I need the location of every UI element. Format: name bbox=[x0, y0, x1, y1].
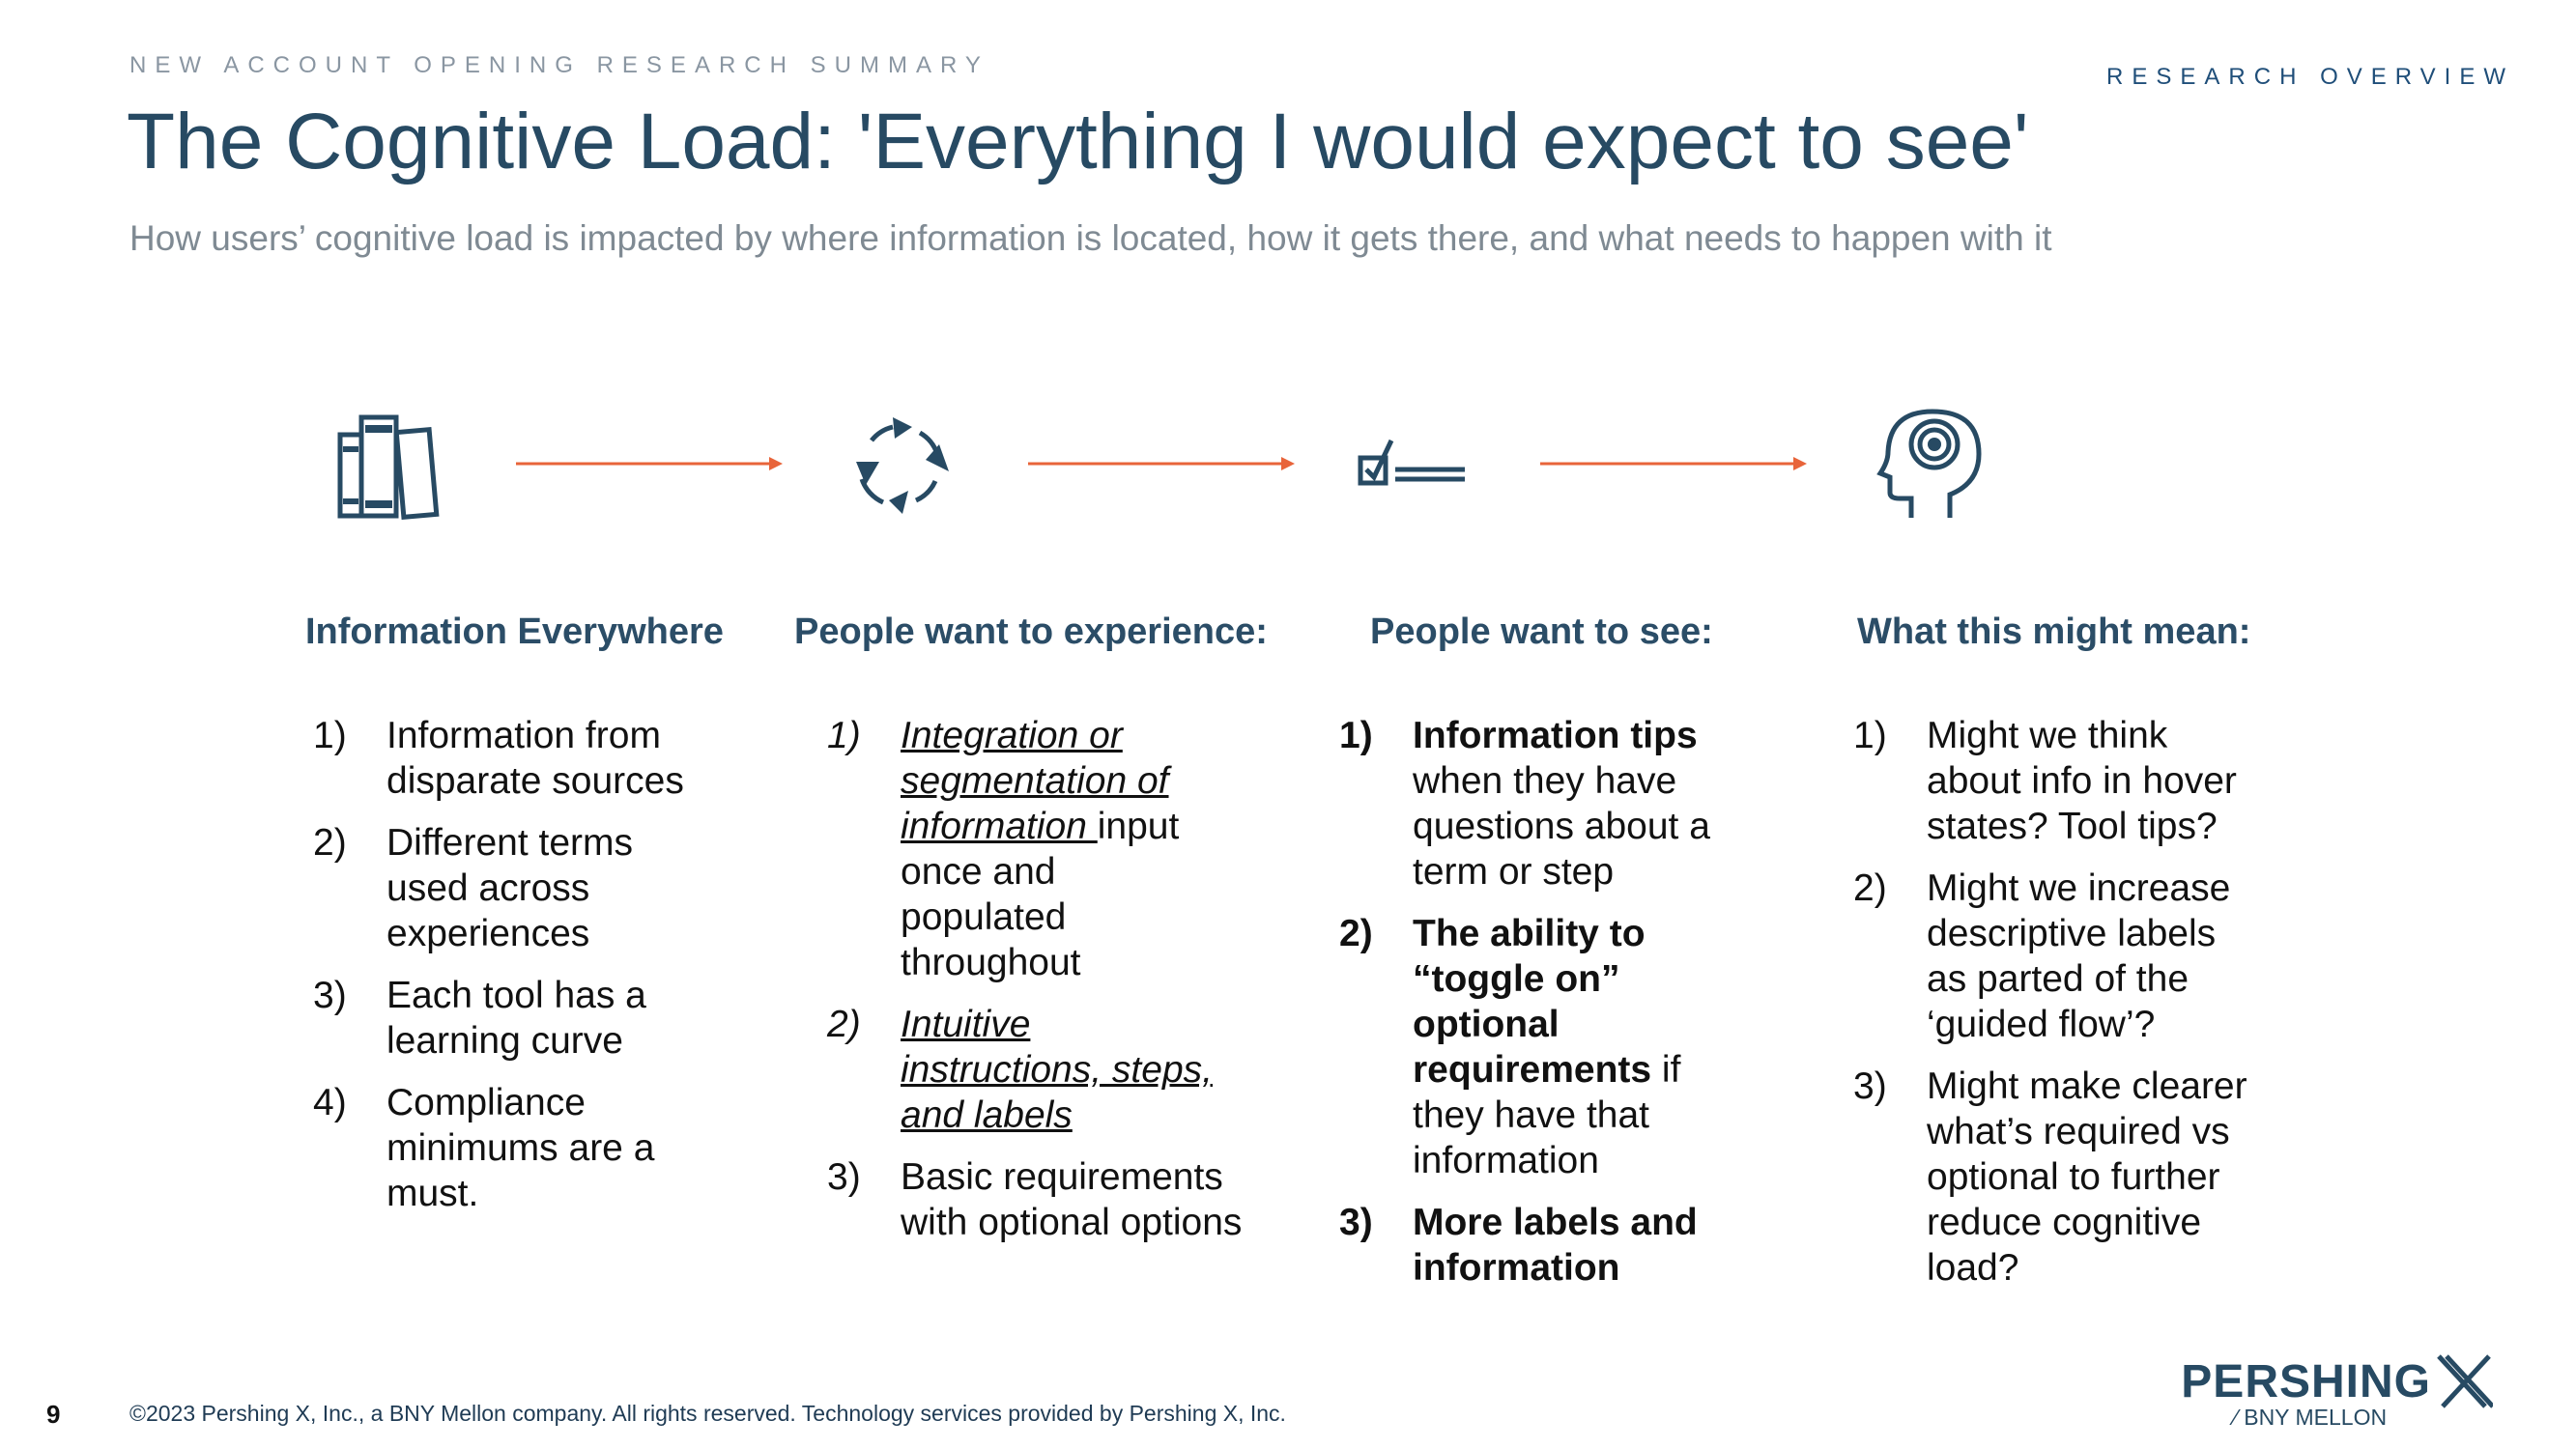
books-icon bbox=[336, 412, 443, 520]
checklist-icon bbox=[1357, 435, 1471, 495]
item-text: Basic requirements with optional options bbox=[901, 1156, 1243, 1243]
list-item bbox=[313, 820, 719, 956]
logo-wordmark: PERSHING bbox=[2181, 1355, 2431, 1407]
item-text: when they have questions about a term or step bbox=[1413, 760, 1710, 893]
item-emphasis: Information tips bbox=[1413, 715, 1698, 756]
head-target-icon bbox=[1875, 406, 1987, 522]
item-text: if they have that information bbox=[1413, 1049, 1681, 1181]
item-number: 3) bbox=[1853, 1065, 1887, 1107]
copyright-notice: ©2023 Pershing X, Inc., a BNY Mellon company. All rights reserved. Technology services provided by Pershing X, Inc. bbox=[129, 1401, 1286, 1426]
list-item bbox=[1339, 1200, 1764, 1291]
item-emphasis: The ability to “toggle on” optional requirements bbox=[1413, 913, 1652, 1091]
logo-subtitle: ⁄ BNY MELLON bbox=[2234, 1405, 2388, 1430]
list-item bbox=[827, 1002, 1252, 1138]
item-number: 2) bbox=[313, 822, 347, 864]
section-label: RESEARCH OVERVIEW bbox=[2106, 64, 2514, 90]
item-text: Compliance minimums are a must. bbox=[386, 1082, 655, 1214]
flow-arrow-1 bbox=[514, 454, 785, 473]
item-number: 1) bbox=[1339, 715, 1373, 756]
eyebrow-label: NEW ACCOUNT OPENING RESEARCH SUMMARY bbox=[129, 52, 989, 78]
item-text: Different terms used across experiences bbox=[386, 822, 634, 954]
page-title: The Cognitive Load: 'Everything I would expect to see' bbox=[127, 98, 2029, 185]
flow-arrow-2 bbox=[1026, 454, 1297, 473]
item-text: Might we think about info in hover states? Tool tips? bbox=[1927, 715, 2237, 847]
list-item bbox=[1853, 1064, 2278, 1291]
flow-arrow-3 bbox=[1538, 454, 1809, 473]
list-item bbox=[1339, 911, 1764, 1183]
column-information-everywhere bbox=[313, 713, 719, 1233]
column-heading-want-to-experience: People want to experience: bbox=[794, 611, 1268, 652]
item-text: Information from disparate sources bbox=[386, 715, 684, 802]
column-want-to-see bbox=[1339, 713, 1764, 1307]
x-mark-icon bbox=[2435, 1354, 2493, 1408]
item-text: Each tool has a learning curve bbox=[386, 975, 646, 1062]
item-number: 2) bbox=[1339, 913, 1373, 954]
item-emphasis: Intuitive instructions, steps, and labels bbox=[901, 1004, 1213, 1136]
item-number: 3) bbox=[1339, 1202, 1373, 1243]
item-number: 2) bbox=[827, 1004, 861, 1045]
item-number: 1) bbox=[1853, 715, 1887, 756]
column-want-to-experience bbox=[827, 713, 1252, 1262]
column-heading-want-to-see: People want to see: bbox=[1370, 611, 1713, 652]
list-item bbox=[313, 1080, 719, 1216]
page-number: 9 bbox=[46, 1400, 61, 1429]
column-might-mean bbox=[1853, 713, 2278, 1307]
item-number: 2) bbox=[1853, 867, 1887, 909]
column-heading-might-mean: What this might mean: bbox=[1857, 611, 2251, 652]
list-item bbox=[313, 713, 719, 804]
item-emphasis: More labels and information bbox=[1413, 1202, 1698, 1289]
pershing-logo bbox=[2181, 1354, 2493, 1408]
item-number: 4) bbox=[313, 1082, 347, 1123]
item-number: 3) bbox=[313, 975, 347, 1016]
list-item bbox=[1853, 713, 2278, 849]
list-item bbox=[827, 713, 1252, 985]
list-item bbox=[313, 973, 719, 1064]
item-text: input once and populated throughout bbox=[901, 806, 1180, 983]
list-item bbox=[1853, 866, 2278, 1047]
list-item bbox=[1339, 713, 1764, 895]
item-number: 1) bbox=[313, 715, 347, 756]
column-heading-information-everywhere: Information Everywhere bbox=[305, 611, 724, 652]
cycle-arrows-icon bbox=[843, 412, 959, 520]
item-number: 1) bbox=[827, 715, 861, 756]
list-item bbox=[827, 1154, 1252, 1245]
item-text: Might we increase descriptive labels as parted of the ‘guided flow’? bbox=[1927, 867, 2231, 1045]
item-number: 3) bbox=[827, 1156, 861, 1198]
item-emphasis: Integration or segmentation of information bbox=[901, 715, 1169, 847]
page-subtitle: How users’ cognitive load is impacted by where information is located, how it gets there, and what needs to happen with it bbox=[129, 218, 2052, 258]
item-text: Might make clearer what’s required vs optional to further reduce cognitive load? bbox=[1927, 1065, 2247, 1289]
